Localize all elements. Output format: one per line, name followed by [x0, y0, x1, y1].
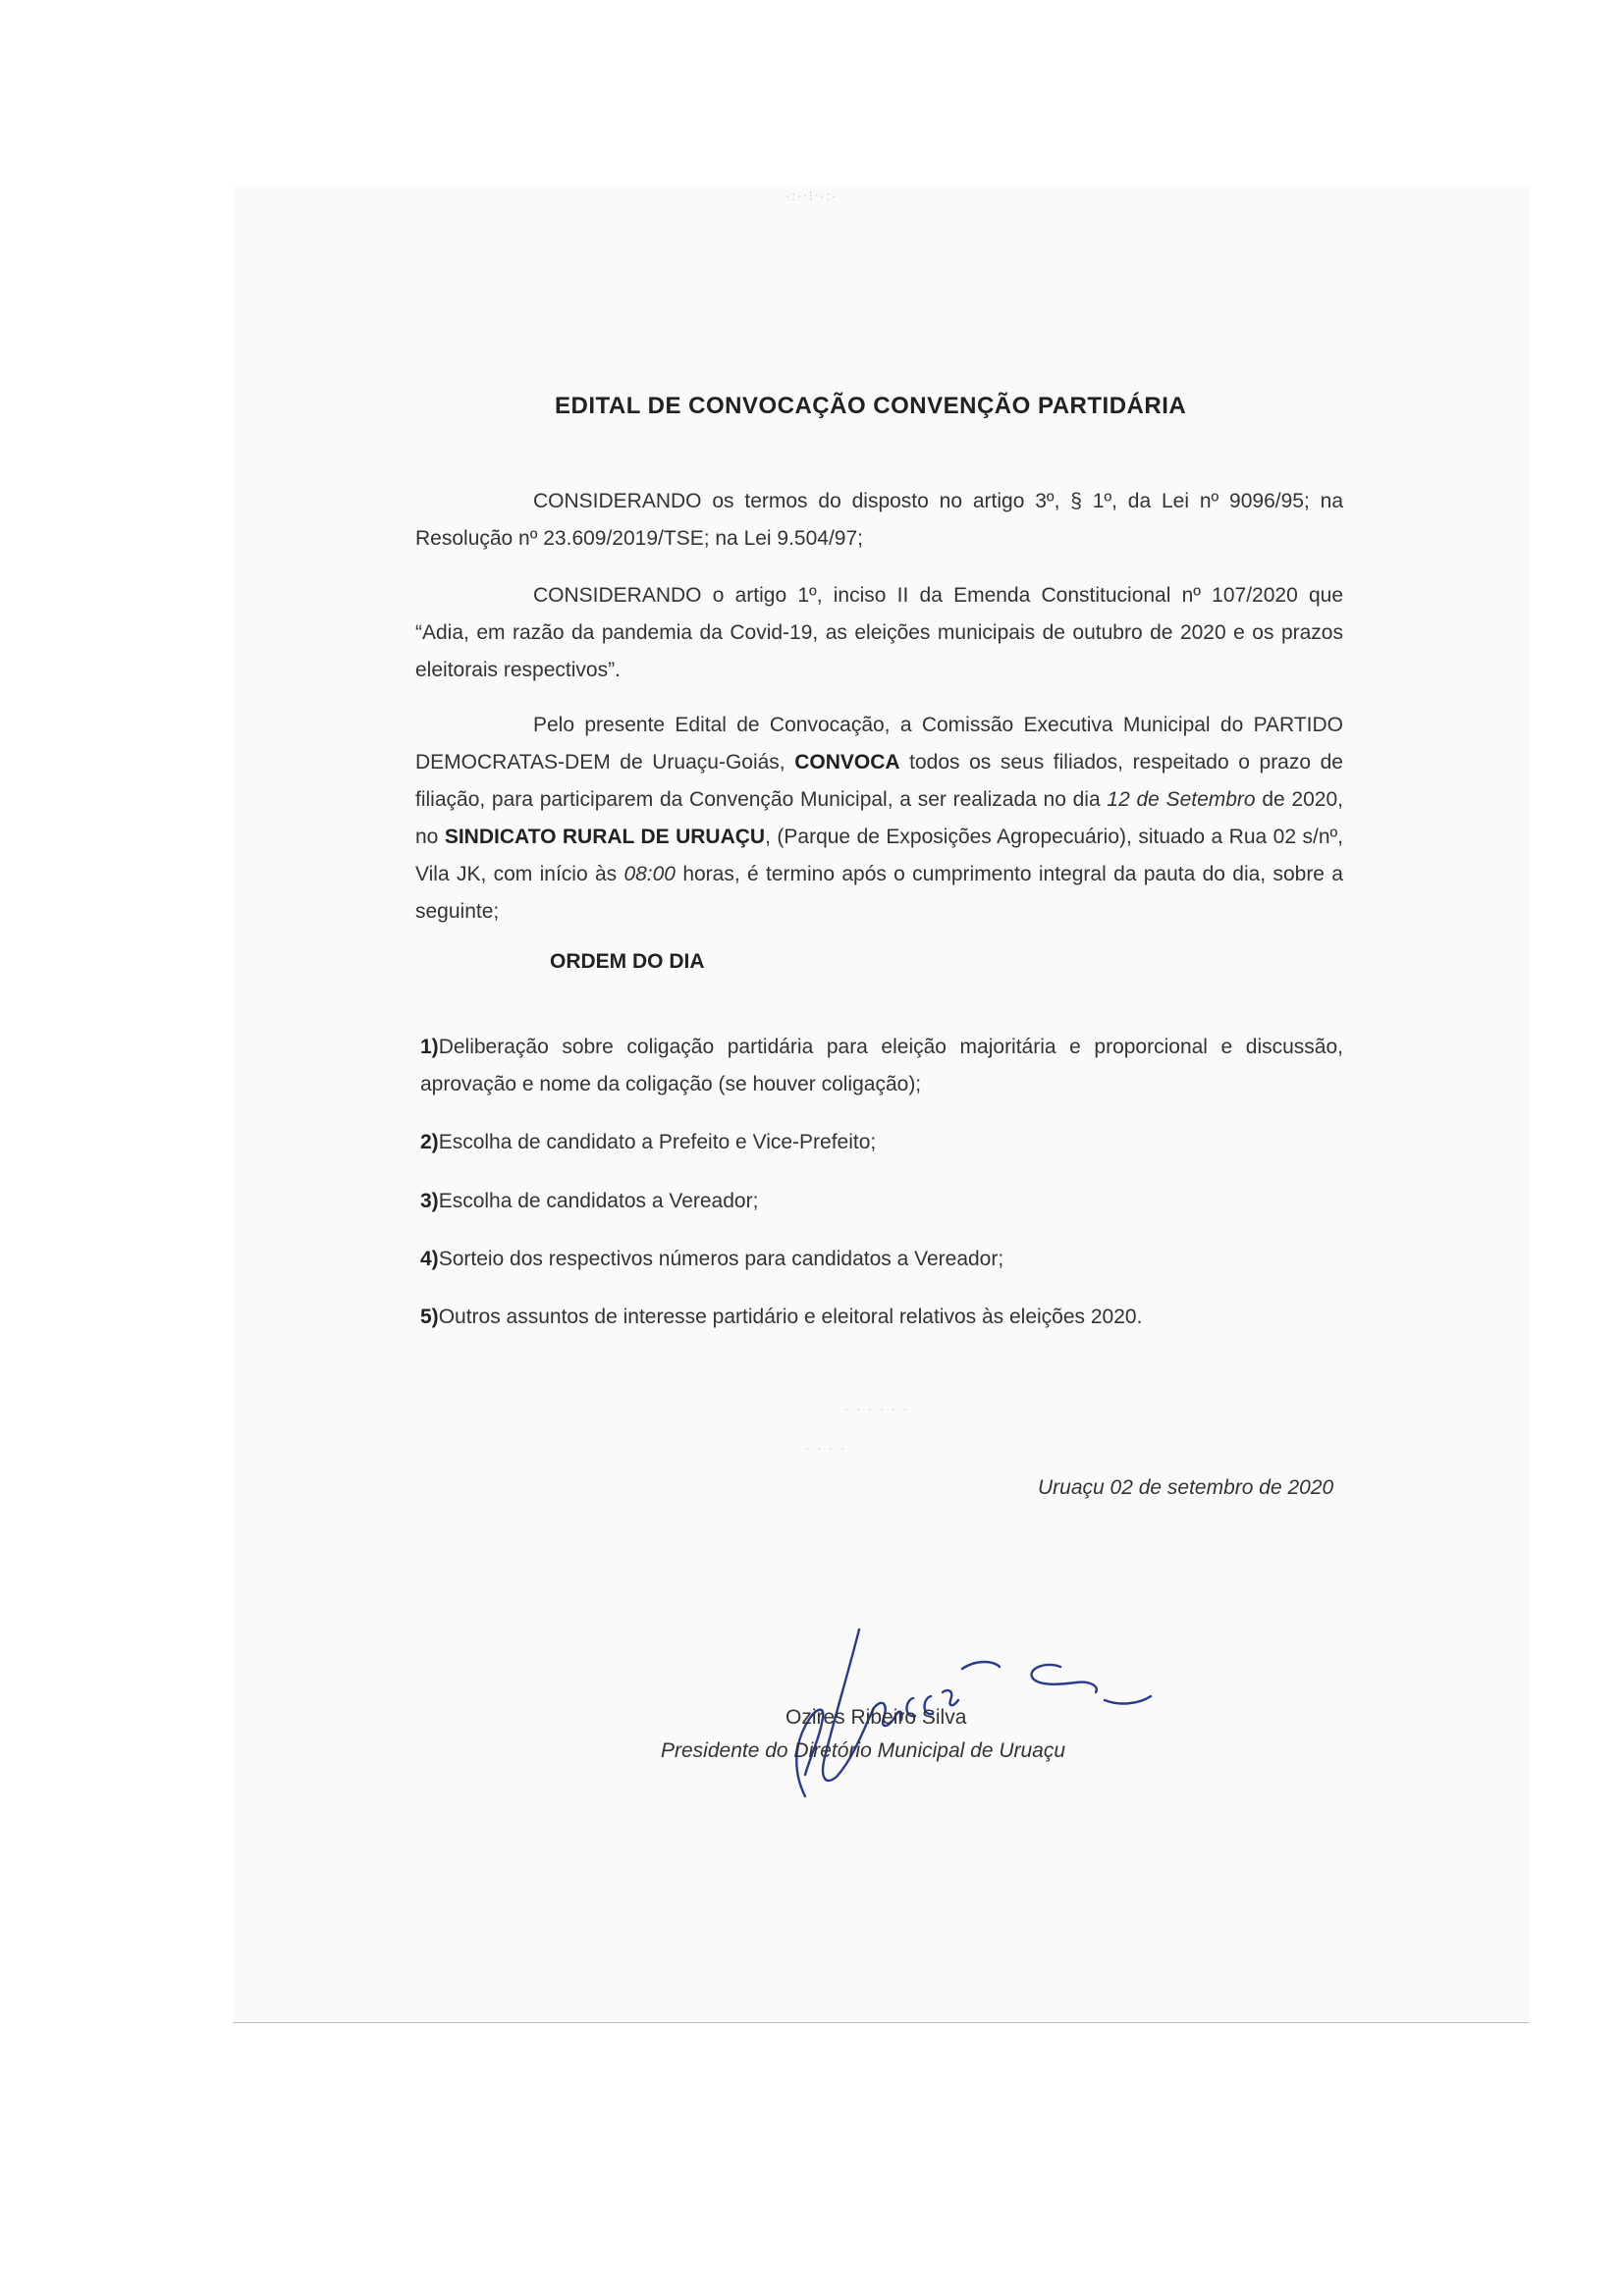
place-and-date: Uruaçu 02 de setembro de 2020 [1038, 1476, 1334, 1499]
agenda-item-text: Escolha de candidato a Prefeito e Vice-Prefeito; [438, 1131, 877, 1153]
convoca-word: CONVOCA [794, 751, 900, 774]
paragraph-convocacao [415, 707, 1343, 931]
agenda-item-1 [420, 1029, 1343, 1103]
agenda-item-text: Outros assuntos de interesse partidário e eleitoral relativos às eleições 2020. [438, 1306, 1143, 1328]
convention-time: 08:00 [623, 863, 676, 885]
agenda-item-text: Sorteio dos respectivos números para candidatos a Vereador; [438, 1248, 1004, 1270]
agenda-item-number: 2) [420, 1131, 439, 1153]
signature-stroke [1032, 1665, 1097, 1692]
agenda-item-5 [420, 1299, 1343, 1336]
agenda-item-number: 3) [420, 1190, 439, 1212]
document-title: EDITAL DE CONVOCAÇÃO CONVENÇÃO PARTIDÁRIA [555, 393, 1187, 419]
paragraph-1-text: CONSIDERANDO os termos do disposto no artigo 3º, § 1º, da Lei nº 9096/95; na Resolução nº 23.609/2019/TSE; na Lei 9.504/97; [415, 490, 1343, 550]
agenda-item-2 [420, 1124, 1343, 1161]
signer-role: Presidente do Diretório Municipal de Uruaçu [661, 1739, 1066, 1762]
paragraph-3-part2: todos os seus filiados, respeitado o prazo de filiação, para participarem da Convenção Municipal, a ser realizada no dia [415, 751, 1343, 811]
agenda-item-text: Escolha de candidatos a Vereador; [438, 1190, 759, 1212]
scan-artifact: ·:·ᐧ⁝ᐧ·:· [785, 188, 839, 203]
agenda-item-number: 4) [420, 1248, 439, 1270]
signature-stroke [962, 1662, 1000, 1669]
paragraph-3-part1: Pelo presente Edital de Convocação, a Comissão Executiva Municipal do PARTIDO DEMOCRATAS-DEM de Uruaçu-Goiás, [415, 714, 1343, 774]
agenda-heading: ORDEM DO DIA [550, 950, 705, 973]
paragraph-considerando-1 [415, 483, 1343, 558]
signature-stroke [1105, 1696, 1151, 1703]
scan-artifact: · · · · · · [844, 1402, 910, 1416]
agenda-item-number: 1) [420, 1036, 439, 1058]
convention-date: 12 de Setembro [1107, 788, 1256, 811]
paragraph-2-text: CONSIDERANDO o artigo 1º, inciso II da Emenda Constitucional nº 107/2020 que “Adia, em razão da pandemia da Covid-19, as eleições municipais de outubro de 2020 e os prazos eleitorais respectivos”. [415, 584, 1343, 681]
agenda-item-4 [420, 1241, 1343, 1278]
paragraph-3-part4: , (Parque de Exposições Agropecuário), situado a Rua 02 s/nº, Vila JK, com início às [415, 826, 1343, 885]
agenda-item-number: 5) [420, 1306, 439, 1328]
agenda-item-3 [420, 1183, 1343, 1220]
agenda-item-text: Deliberação sobre coligação partidária para eleição majoritária e proporcional e discussão, aprovação e nome da coligação (se houver coligação); [420, 1036, 1343, 1095]
convention-venue: SINDICATO RURAL DE URUAÇU [444, 826, 766, 848]
page-bottom-rule [233, 2022, 1529, 2023]
paragraph-3-part3: de 2020, no [415, 788, 1343, 848]
scan-artifact: · · · · [805, 1441, 847, 1456]
signer-name: Ozires Ribeiro Silva [785, 1706, 967, 1729]
paragraph-considerando-2 [415, 577, 1343, 689]
paragraph-3-part5: horas, é termino após o cumprimento integral da pauta do dia, sobre a seguinte; [415, 863, 1343, 923]
